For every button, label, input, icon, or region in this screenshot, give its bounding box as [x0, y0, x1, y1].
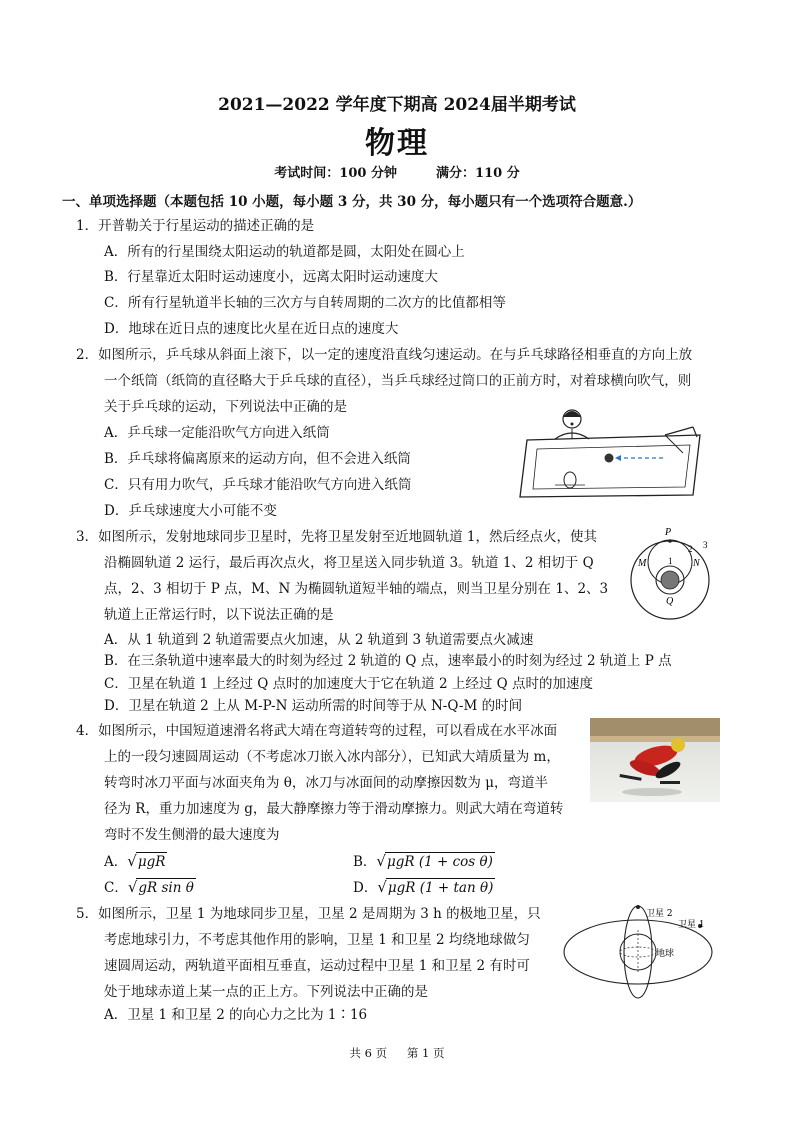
- q3-option-b: B．在三条轨道中速率最大的时刻为经过 2 轨道的 Q 点，速率最小的时刻为经过 2 轨道上 P 点: [104, 653, 672, 669]
- q4-stem-3: 转弯时冰刀平面与冰面夹角为 θ，冰刀与冰面间的动摩擦因数为 μ，弯道半: [104, 775, 548, 791]
- orbit-label-3: 3: [703, 540, 708, 550]
- q2-option-b: B．乒乓球将偏离原来的运动方向，但不会进入纸筒: [104, 451, 411, 467]
- q1-stem: 1．开普勒关于行星运动的描述正确的是: [76, 218, 315, 234]
- total-pages: 共 6 页: [349, 1046, 388, 1060]
- q4-stem-5: 弯时不发生侧滑的最大速度为: [104, 827, 280, 843]
- q2-option-d: D．乒乓球速度大小可能不变: [104, 503, 277, 519]
- q2-stem-2: 一个纸筒（纸筒的直径略大于乒乓球的直径），当乒乓球经过筒口的正前方时，对着球横向吹气，则: [104, 373, 692, 389]
- q4-option-c-expr: gR sin θ: [138, 880, 194, 896]
- q4-option-b-expr: μgR (1 + cos θ): [386, 854, 493, 870]
- q3-option-d: D．卫星在轨道 2 上从 M-P-N 运动所需的时间等于从 N-Q-M 的时间: [104, 698, 523, 714]
- q1-option-b: B．行星靠近太阳时运动速度小，远离太阳时运动速度大: [104, 269, 438, 285]
- q5-option-a: A．卫星 1 和卫星 2 的向心力之比为 1∶16: [104, 1007, 368, 1023]
- subject-title: 物理: [365, 126, 429, 161]
- sat2-label: 卫星 2: [646, 909, 673, 919]
- q5-stem-1: 5．如图所示，卫星 1 为地球同步卫星，卫星 2 是周期为 3 h 的极地卫星，只: [76, 906, 541, 922]
- q4-stem-4: 径为 R，重力加速度为 g，最大静摩擦力等于滑动摩擦力。则武大靖在弯道转: [104, 801, 564, 817]
- exam-time: 考试时间：100 分钟: [274, 166, 397, 181]
- q1-option-a: A．所有的行星围绕太阳运动的轨道都是圆，太阳处在圆心上: [104, 244, 465, 260]
- q4-stem-2: 上的一段匀速圆周运动（不考虑冰刀嵌入冰内部分），已知武大靖质量为 m，: [104, 749, 560, 765]
- exam-title: 2021—2022 学年度下期高 2024届半期考试: [218, 95, 576, 115]
- q1-option-d: D．地球在近日点的速度比火星在近日点的速度大: [104, 321, 399, 337]
- q2-stem-3: 关于乒乓球的运动，下列说法中正确的是: [104, 399, 347, 415]
- sat1-label: 卫星 1: [678, 920, 705, 930]
- q5-stem-2: 考虑地球引力，不考虑其他作用的影响，卫星 1 和卫星 2 均绕地球做匀: [104, 932, 530, 948]
- page-footer: [0, 1045, 794, 1061]
- q2-option-c: C．只有用力吹气，乒乓球才能沿吹气方向进入纸筒: [104, 477, 412, 493]
- earth-label: 地球: [656, 949, 675, 959]
- q3-option-a: A．从 1 轨道到 2 轨道需要点火加速，从 2 轨道到 3 轨道需要点火减速: [104, 632, 534, 648]
- exam-score: 满分：110 分: [436, 166, 520, 181]
- q4-option-c: C．√gR sin θ: [104, 878, 194, 896]
- q5-stem-3: 速圆周运动，两轨道平面相互垂直，运动过程中卫星 1 和卫星 2 有时可: [104, 958, 530, 974]
- pingpong-figure: [515, 405, 710, 501]
- section-heading: 一、单项选择题（本题包括 10 小题，每小题 3 分，共 30 分，每小题只有一个选项符合题意.）: [62, 194, 642, 210]
- speed-skater-photo: [590, 718, 720, 802]
- q2-option-a: A．乒乓球一定能沿吹气方向进入纸筒: [104, 425, 330, 441]
- orbit-label-m: M: [638, 558, 647, 569]
- current-page: 第 1 页: [406, 1046, 445, 1060]
- q4-stem-1: 4．如图所示，中国短道速滑名将武大靖在弯道转弯的过程，可以看成在水平冰面: [76, 723, 558, 739]
- q5-stem-4: 处于地球赤道上某一点的正上方。下列说法中正确的是: [104, 984, 428, 1000]
- q3-stem-4: 轨道上正常运行时，以下说法正确的是: [104, 607, 334, 623]
- orbit-label-n: N: [693, 558, 700, 569]
- q2-stem-1: 2．如图所示，乒乓球从斜面上滚下，以一定的速度沿直线匀速运动。在与乒乓球路径相垂直的方向上放: [76, 347, 693, 363]
- orbit-figure: [622, 522, 722, 622]
- q1-option-c: C．所有行星轨道半长轴的三次方与自转周期的二次方的比值都相等: [104, 295, 506, 311]
- exam-info: [0, 162, 794, 181]
- q4-option-d-expr: μgR (1 + tan θ): [387, 880, 494, 896]
- q3-stem-2: 沿椭圆轨道 2 运行，最后再次点火，将卫星送入同步轨道 3。轨道 1、2 相切于 Q: [104, 555, 594, 571]
- orbit-label-q: Q: [666, 596, 674, 607]
- q3-option-c: C．卫星在轨道 1 上经过 Q 点时的加速度大于它在轨道 2 上经过 Q 点时的加速度: [104, 676, 593, 692]
- q4-option-a: A．√μgR: [104, 852, 166, 870]
- q4-option-d: D．√μgR (1 + tan θ): [353, 878, 494, 896]
- q4-option-a-expr: μgR: [137, 854, 166, 870]
- q4-option-b: B．√μgR (1 + cos θ): [353, 852, 493, 870]
- orbit-label-1: 1: [668, 556, 673, 566]
- satellite-orbit-figure: [560, 900, 720, 1000]
- orbit-label-p: P: [665, 527, 672, 538]
- q3-stem-3: 点，2、3 相切于 P 点，M、N 为椭圆轨道短半轴的端点，则当卫星分别在 1、2、3: [104, 581, 609, 597]
- orbit-label-2: 2: [688, 544, 693, 554]
- q3-stem-1: 3．如图所示，发射地球同步卫星时，先将卫星发射至近地圆轨道 1，然后经点火，使其: [76, 529, 597, 545]
